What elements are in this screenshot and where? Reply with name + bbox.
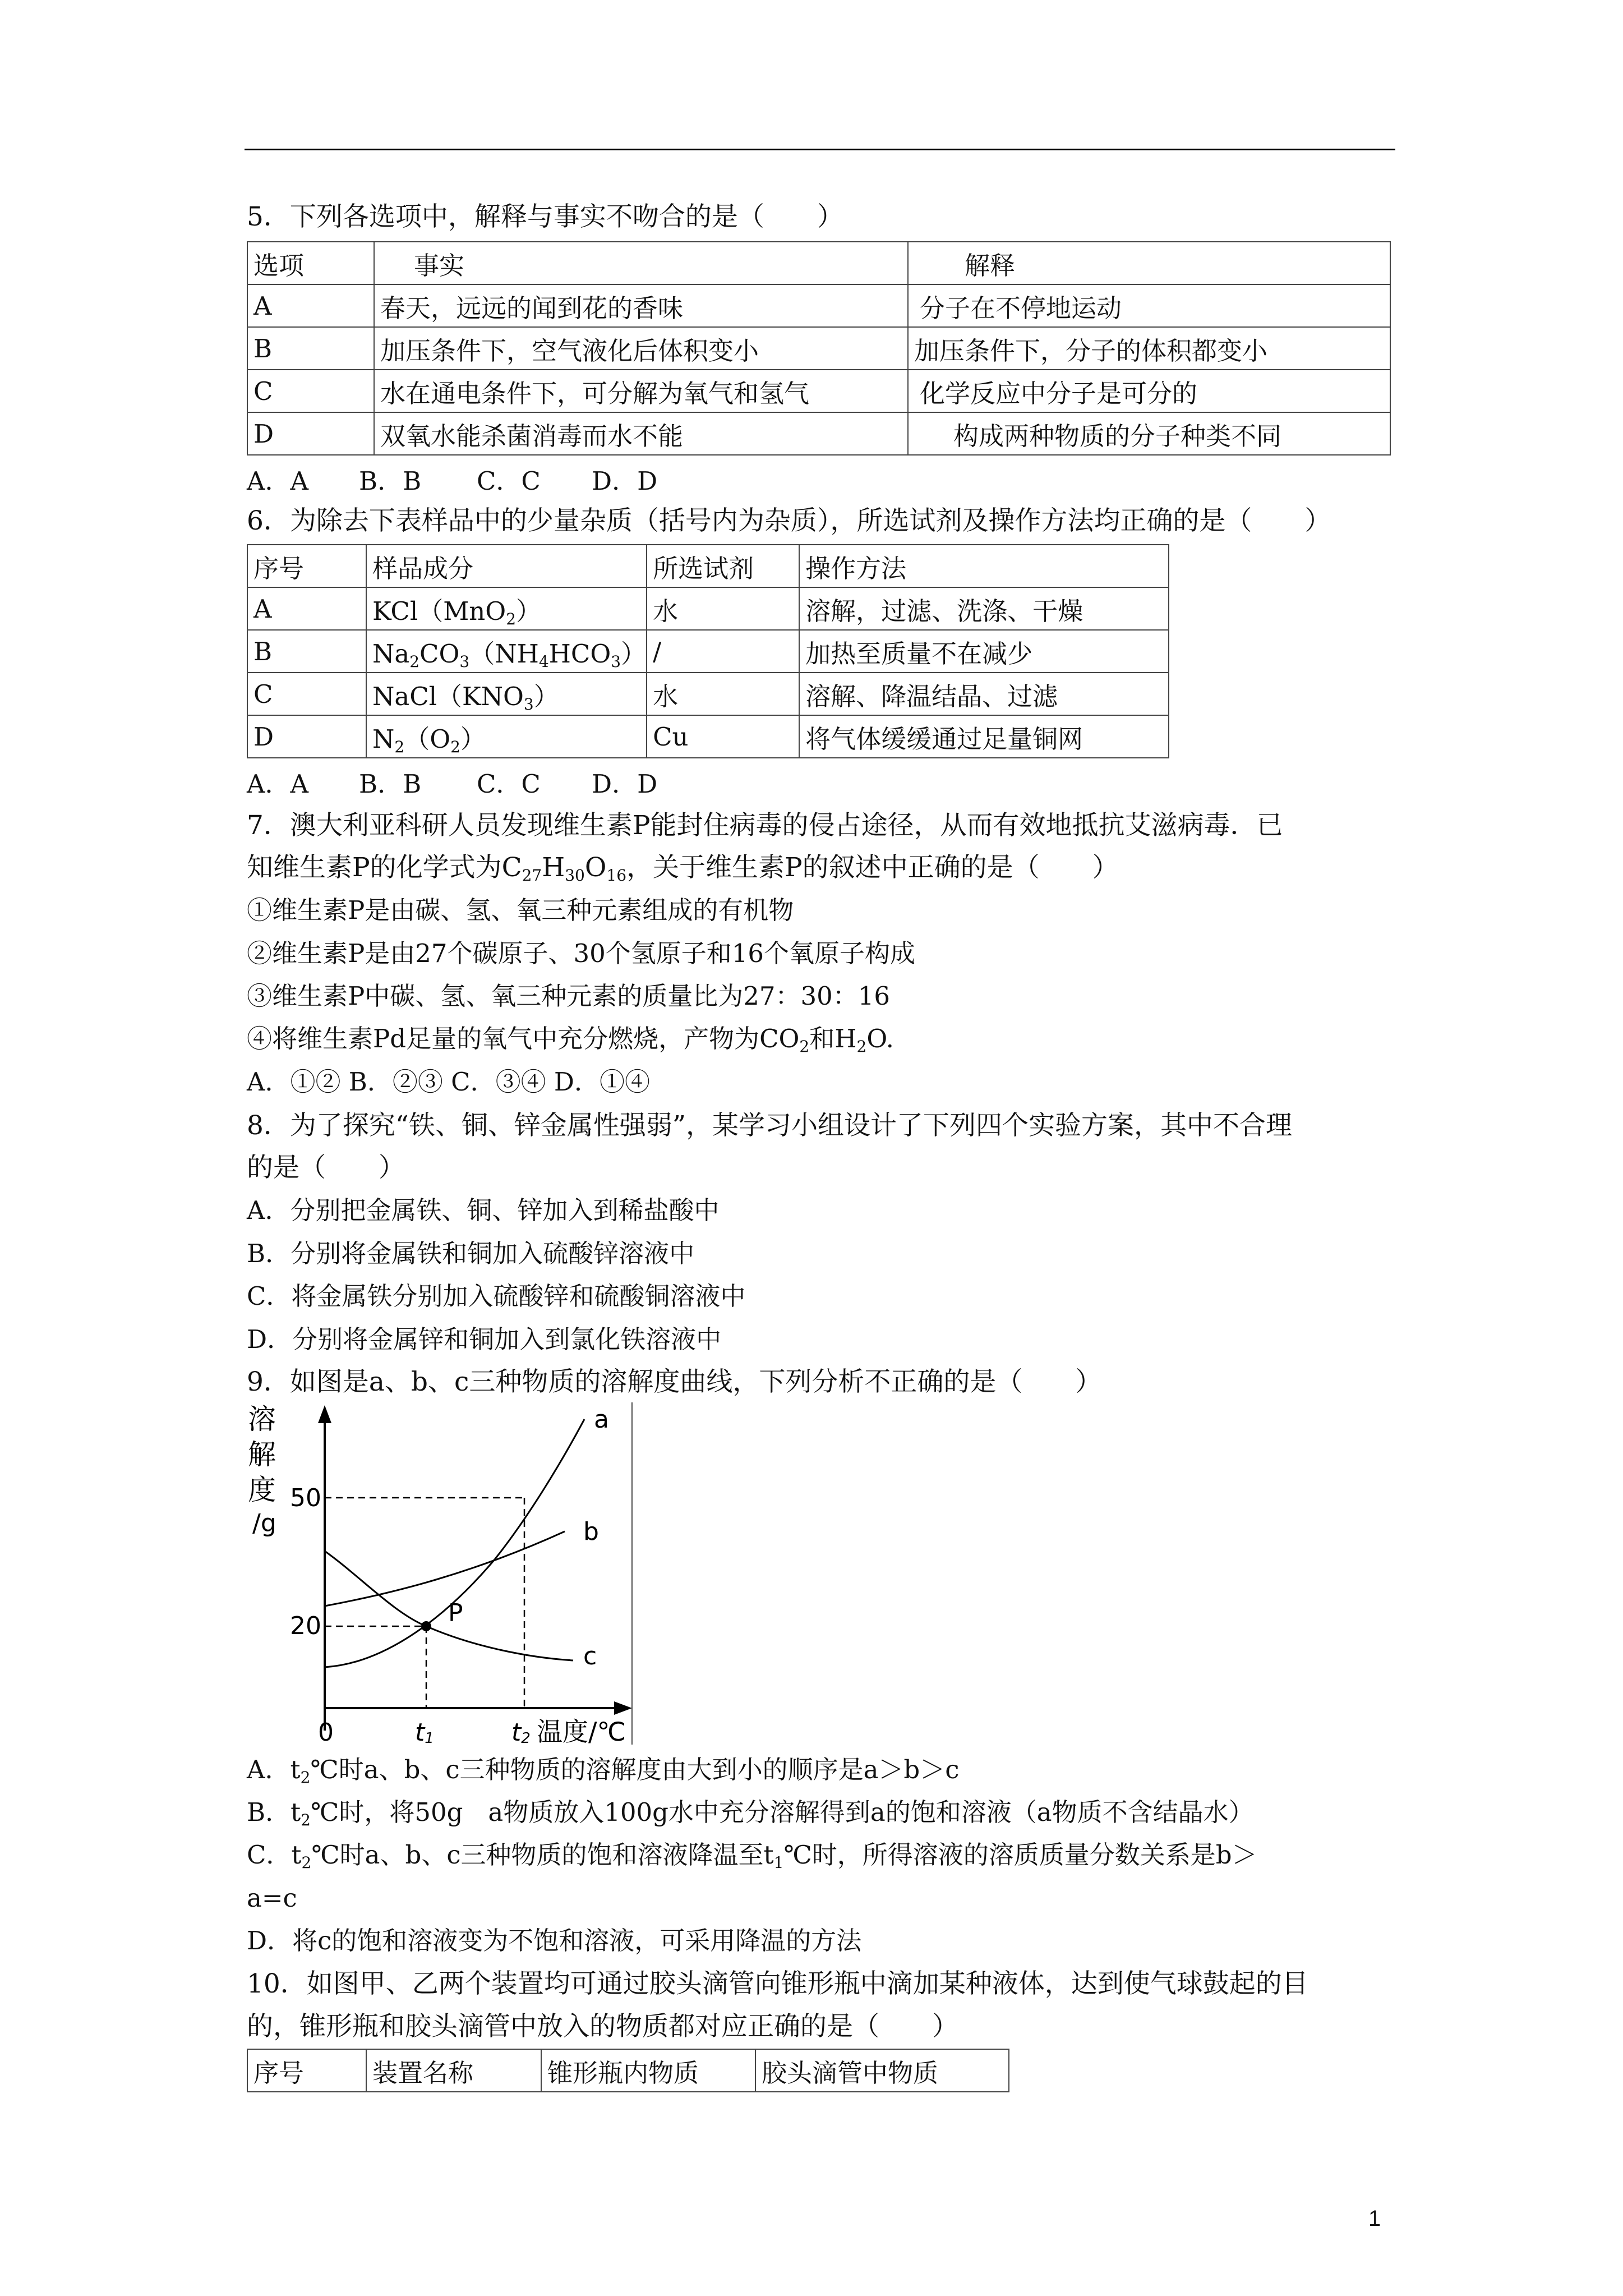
y-tick-50: 50 xyxy=(290,1484,321,1512)
table-header-cell: 事实 xyxy=(374,242,908,284)
q8-choice-a[interactable]: A．分别把金属铁、铜、锌加入到稀盐酸中 xyxy=(247,1195,720,1225)
q8-choice-d[interactable]: D．分别将金属锌和铜加入到氯化铁溶液中 xyxy=(247,1324,722,1354)
q5-stem: 5．下列各选项中，解释与事实不吻合的是（ ） xyxy=(247,201,843,232)
q5-choice-b[interactable]: B．B xyxy=(359,466,422,496)
q9-choice-c[interactable]: C．$t_2℃$时a、b、c三种物质的饱和溶液降温至$t_1℃$时，所得溶液的溶质质量分数关系是b＞ xyxy=(247,1840,1257,1872)
q7-choices[interactable]: A．①② B．②③ C．③④ D．①④ xyxy=(247,1067,650,1097)
q8-choice-c[interactable]: C．将金属铁分别加入硫酸锌和硫酸铜溶液中 xyxy=(247,1281,746,1311)
q5-choice-d[interactable]: D．D xyxy=(592,466,658,496)
table-header-cell: 序号 xyxy=(247,545,366,587)
table-header-cell: 所选试剂 xyxy=(647,545,799,587)
table-cell: 溶解、降温结晶、过滤 xyxy=(799,673,1169,715)
q7-stem-line1: 7．澳大利亚科研人员发现维生素P能封住病毒的侵占途径，从而有效地抵抗艾滋病毒．已 xyxy=(247,810,1283,841)
q10-stem-line2: 的，锥形瓶和胶头滴管中放入的物质都对应正确的是（ ） xyxy=(247,2011,958,2042)
table-cell: KCl（MnO$_2$） xyxy=(366,587,647,630)
table-cell: 加热至质量不在减少 xyxy=(799,630,1169,673)
q5-table xyxy=(247,241,1391,455)
curve-b xyxy=(325,1531,565,1606)
x-axis-label: 温度/℃ xyxy=(537,1717,626,1747)
table-cell: 将气体缓缓通过足量铜网 xyxy=(799,715,1169,758)
table-cell: B xyxy=(247,630,366,673)
series-label-b: b xyxy=(583,1517,599,1546)
page-number: 1 xyxy=(1368,2206,1381,2231)
table-cell: 构成两种物质的分子种类不同 xyxy=(908,412,1390,455)
table-cell: A xyxy=(247,284,374,327)
table-cell: 水 xyxy=(647,673,799,715)
table-header-cell: 胶头滴管中物质 xyxy=(755,2049,1009,2092)
q8-choice-b[interactable]: B．分别将金属铁和铜加入硫酸锌溶液中 xyxy=(247,1239,695,1268)
series-label-a: a xyxy=(594,1405,609,1434)
q7-item-1: ①维生素P是由碳、氢、氧三种元素组成的有机物 xyxy=(247,895,794,925)
table-row xyxy=(247,587,1169,630)
table-row xyxy=(247,412,1390,455)
table-cell: 溶解，过滤、洗涤、干燥 xyxy=(799,587,1169,630)
table-cell: D xyxy=(247,412,374,455)
q9-choice-b[interactable]: B．$t_2℃$时，将50g a物质放入100g水中充分溶解得到a的饱和溶液（a物质不含结晶水） xyxy=(247,1797,1254,1829)
intersection-point xyxy=(421,1621,431,1631)
table-header-cell: 锥形瓶内物质 xyxy=(541,2049,755,2092)
table-header-cell: 选项 xyxy=(247,242,374,284)
table-header-cell: 样品成分 xyxy=(366,545,647,587)
y-axis-label-3: 度 xyxy=(248,1474,276,1506)
y-axis-label-1: 溶 xyxy=(248,1403,276,1435)
q10-stem-line1: 10．如图甲、乙两个装置均可通过胶头滴管向锥形瓶中滴加某种液体，达到使气球鼓起的目 xyxy=(247,1968,1308,1999)
table-cell: $Na_2CO_3(NH_4HCO_3)$ xyxy=(366,630,647,673)
x-axis-arrow-icon xyxy=(614,1701,632,1715)
q9-choice-c-cont: a=c xyxy=(247,1883,297,1913)
y-axis-label-4: /g xyxy=(252,1509,276,1538)
q8-stem-line1: 8．为了探究“铁、铜、锌金属性强弱”，某学习小组设计了下列四个实验方案，其中不合理 xyxy=(247,1110,1292,1141)
table-cell: D xyxy=(247,715,366,758)
table-cell: 化学反应中分子是可分的 xyxy=(908,370,1390,412)
table-cell: 水 xyxy=(647,587,799,630)
q5-choice-a[interactable]: A．A xyxy=(247,466,308,496)
table-row xyxy=(247,673,1169,715)
table-cell: Cu xyxy=(647,715,799,758)
q6-stem: 6．为除去下表样品中的少量杂质（括号内为杂质），所选试剂及操作方法均正确的是（ ） xyxy=(247,505,1331,536)
table-header-cell: 装置名称 xyxy=(366,2049,541,2092)
table-row xyxy=(247,545,1169,587)
q6-choice-b[interactable]: B．B xyxy=(359,769,422,799)
y-tick-20: 20 xyxy=(290,1612,321,1640)
q9-choice-d[interactable]: D．将c的饱和溶液变为不饱和溶液，可采用降温的方法 xyxy=(247,1926,862,1955)
point-label-p: P xyxy=(448,1599,463,1627)
table-header-cell: 序号 xyxy=(247,2049,366,2092)
q10-table xyxy=(247,2049,1009,2092)
q6-table xyxy=(247,544,1169,758)
table-cell: B xyxy=(247,327,374,370)
q6-choice-d[interactable]: D．D xyxy=(592,769,658,799)
table-cell: 水在通电条件下，可分解为氧气和氢气 xyxy=(374,370,908,412)
q9-choice-a[interactable]: A．$t_2℃$时a、b、c三种物质的溶解度由大到小的顺序是a＞b＞c xyxy=(247,1755,960,1787)
table-cell: C xyxy=(247,673,366,715)
table-cell: $NaCl(KNO_3)$ xyxy=(366,673,647,715)
x-tick-t2: t2 xyxy=(511,1718,531,1747)
q6-choice-a[interactable]: A．A xyxy=(247,769,308,799)
q5-choice-c[interactable]: C．C xyxy=(477,466,541,496)
q6-choice-c[interactable]: C．C xyxy=(477,769,541,799)
table-cell: 双氧水能杀菌消毒而水不能 xyxy=(374,412,908,455)
curve-a xyxy=(325,1419,584,1667)
table-row xyxy=(247,370,1390,412)
table-cell: 春天，远远的闻到花的香味 xyxy=(374,284,908,327)
table-header-cell: 解释 xyxy=(908,242,1390,284)
table-row xyxy=(247,630,1169,673)
q9-stem: 9．如图是a、b、c三种物质的溶解度曲线，下列分析不正确的是（ ） xyxy=(247,1366,1102,1397)
table-row xyxy=(247,2049,1009,2092)
table-cell: 加压条件下，空气液化后体积变小 xyxy=(374,327,908,370)
x-tick-0: 0 xyxy=(318,1718,334,1747)
q8-stem-line2: 的是（ ） xyxy=(247,1152,405,1183)
q7-item-2: ②维生素P是由27个碳原子、30个氢原子和16个氧原子构成 xyxy=(247,938,916,968)
table-cell: 加压条件下，分子的体积都变小 xyxy=(908,327,1390,370)
table-cell: $N_2(O_2)$ xyxy=(366,715,647,758)
q7-item-4: ④将维生素Pd足量的氧气中充分燃烧，产物为$CO_2$和$H_2O$. xyxy=(247,1024,894,1056)
y-axis-arrow-icon xyxy=(318,1405,331,1423)
table-row xyxy=(247,242,1390,284)
table-cell: C xyxy=(247,370,374,412)
solubility-chart xyxy=(248,1400,635,1747)
series-label-c: c xyxy=(583,1642,597,1671)
x-tick-t1: t1 xyxy=(415,1718,434,1747)
header-rule xyxy=(245,149,1395,150)
y-axis-label-2: 解 xyxy=(248,1438,276,1471)
table-header-cell: 操作方法 xyxy=(799,545,1169,587)
table-cell: 分子在不停地运动 xyxy=(908,284,1390,327)
q7-stem-line2: 知维生素P的化学式为$C_{27}H_{30}O_{16}$，关于维生素P的叙述中正确的是（ ） xyxy=(247,852,1119,885)
q7-item-3: ③维生素P中碳、氢、氧三种元素的质量比为27：30：16 xyxy=(247,981,891,1011)
table-row xyxy=(247,284,1390,327)
table-cell: A xyxy=(247,587,366,630)
table-row xyxy=(247,715,1169,758)
table-cell: / xyxy=(647,630,799,673)
table-row xyxy=(247,327,1390,370)
